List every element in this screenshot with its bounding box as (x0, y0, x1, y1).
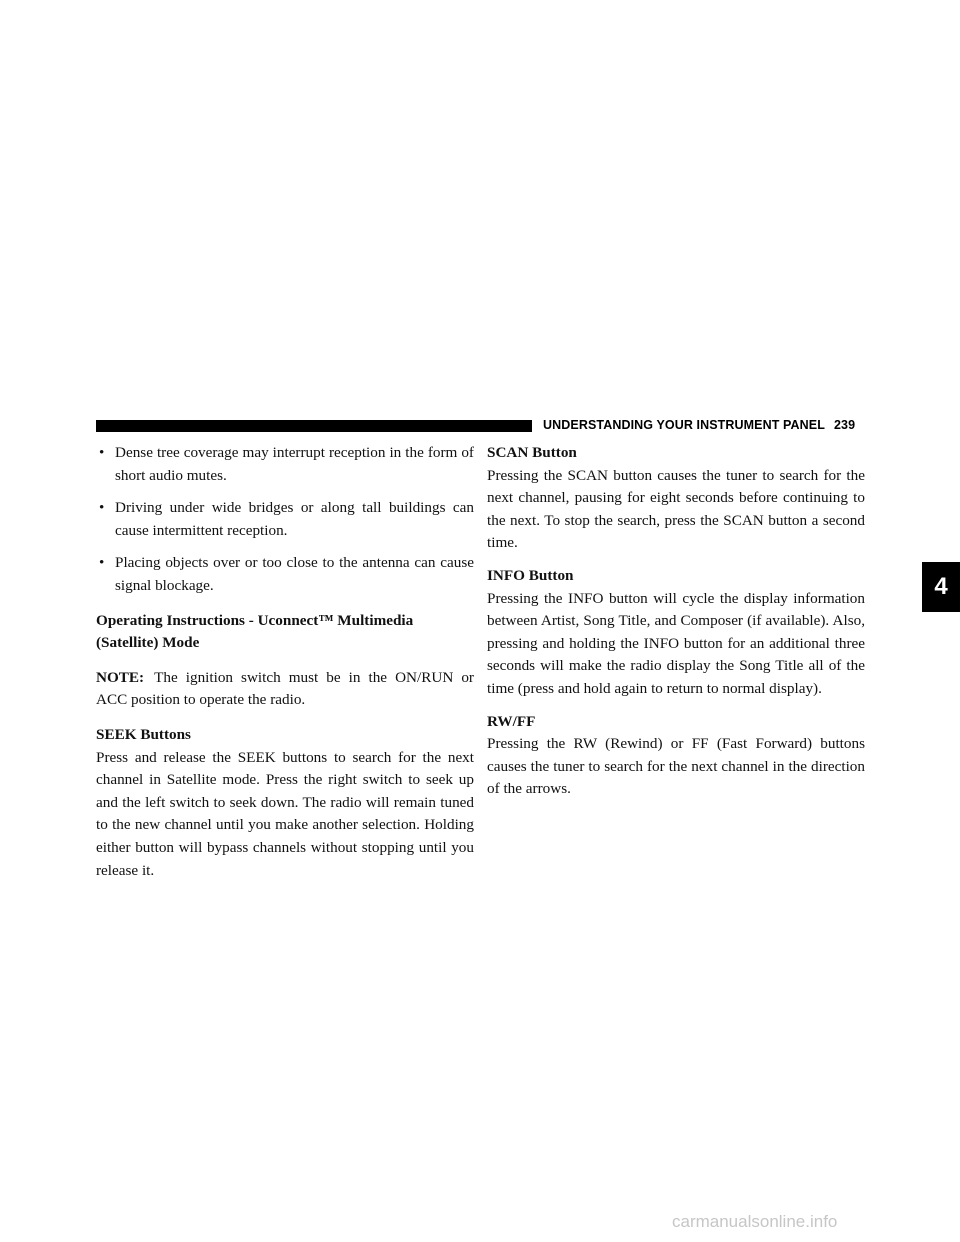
section-heading-line1: Operating Instructions - Uconnect™ Multimedia (96, 611, 414, 629)
seek-heading: SEEK Buttons (96, 725, 191, 743)
right-column (487, 442, 865, 801)
page-number: 239 (833, 418, 856, 432)
section-heading (96, 610, 474, 655)
chapter-tab: 4 (922, 562, 960, 612)
bullet-glyph: • (99, 444, 105, 461)
bullet-item (96, 497, 474, 542)
bullet-item (96, 552, 474, 597)
info-heading: INFO Button (487, 566, 574, 584)
seek-paragraph: Press and release the SEEK buttons to search for the next channel in Satellite mode. Press the right switch to seek up and the left switch to seek down. The radio will remain tuned to the new channel until you make another selection. Holding either button will bypass channels without stopping until you release it. (96, 748, 474, 879)
running-header (543, 418, 855, 432)
section-title: UNDERSTANDING YOUR INSTRUMENT PANEL (543, 418, 825, 432)
note-label: NOTE: (96, 668, 145, 686)
section-heading-line2: (Satellite) Mode (96, 634, 200, 652)
rwff-paragraph: Pressing the RW (Rewind) or FF (Fast Forward) buttons causes the tuner to search for the next channel in the direction of the arrows. (487, 735, 865, 798)
scan-paragraph: Pressing the SCAN button causes the tuner to search for the next channel, pausing for eight seconds before continuing to the next. To stop the search, press the SCAN button a second time. (487, 466, 865, 552)
bullet-text: Dense tree coverage may interrupt reception in the form of short audio mutes. (115, 444, 474, 484)
watermark: carmanualsonline.info (672, 1212, 838, 1231)
header-rule (96, 420, 532, 432)
bullet-text: Driving under wide bridges or along tall buildings can cause intermittent reception. (115, 499, 474, 539)
scan-heading: SCAN Button (487, 444, 577, 461)
bullet-item (96, 442, 474, 487)
note-paragraph (96, 667, 474, 712)
bullet-glyph: • (99, 554, 105, 572)
info-paragraph: Pressing the INFO button will cycle the display information between Artist, Song Title, and Composer (if available). Also, pressing and holding the INFO button for an additional three seconds will make the radio display the Song Title all of the time (press and hold again to return to normal display). (487, 589, 865, 697)
rwff-heading: RW/FF (487, 712, 536, 730)
bullet-text: Placing objects over or too close to the antenna can cause signal blockage. (115, 554, 474, 594)
bullet-glyph: • (99, 499, 105, 517)
note-text: The ignition switch must be in the ON/RUN or ACC position to operate the radio. (96, 668, 474, 709)
left-column (96, 442, 474, 882)
